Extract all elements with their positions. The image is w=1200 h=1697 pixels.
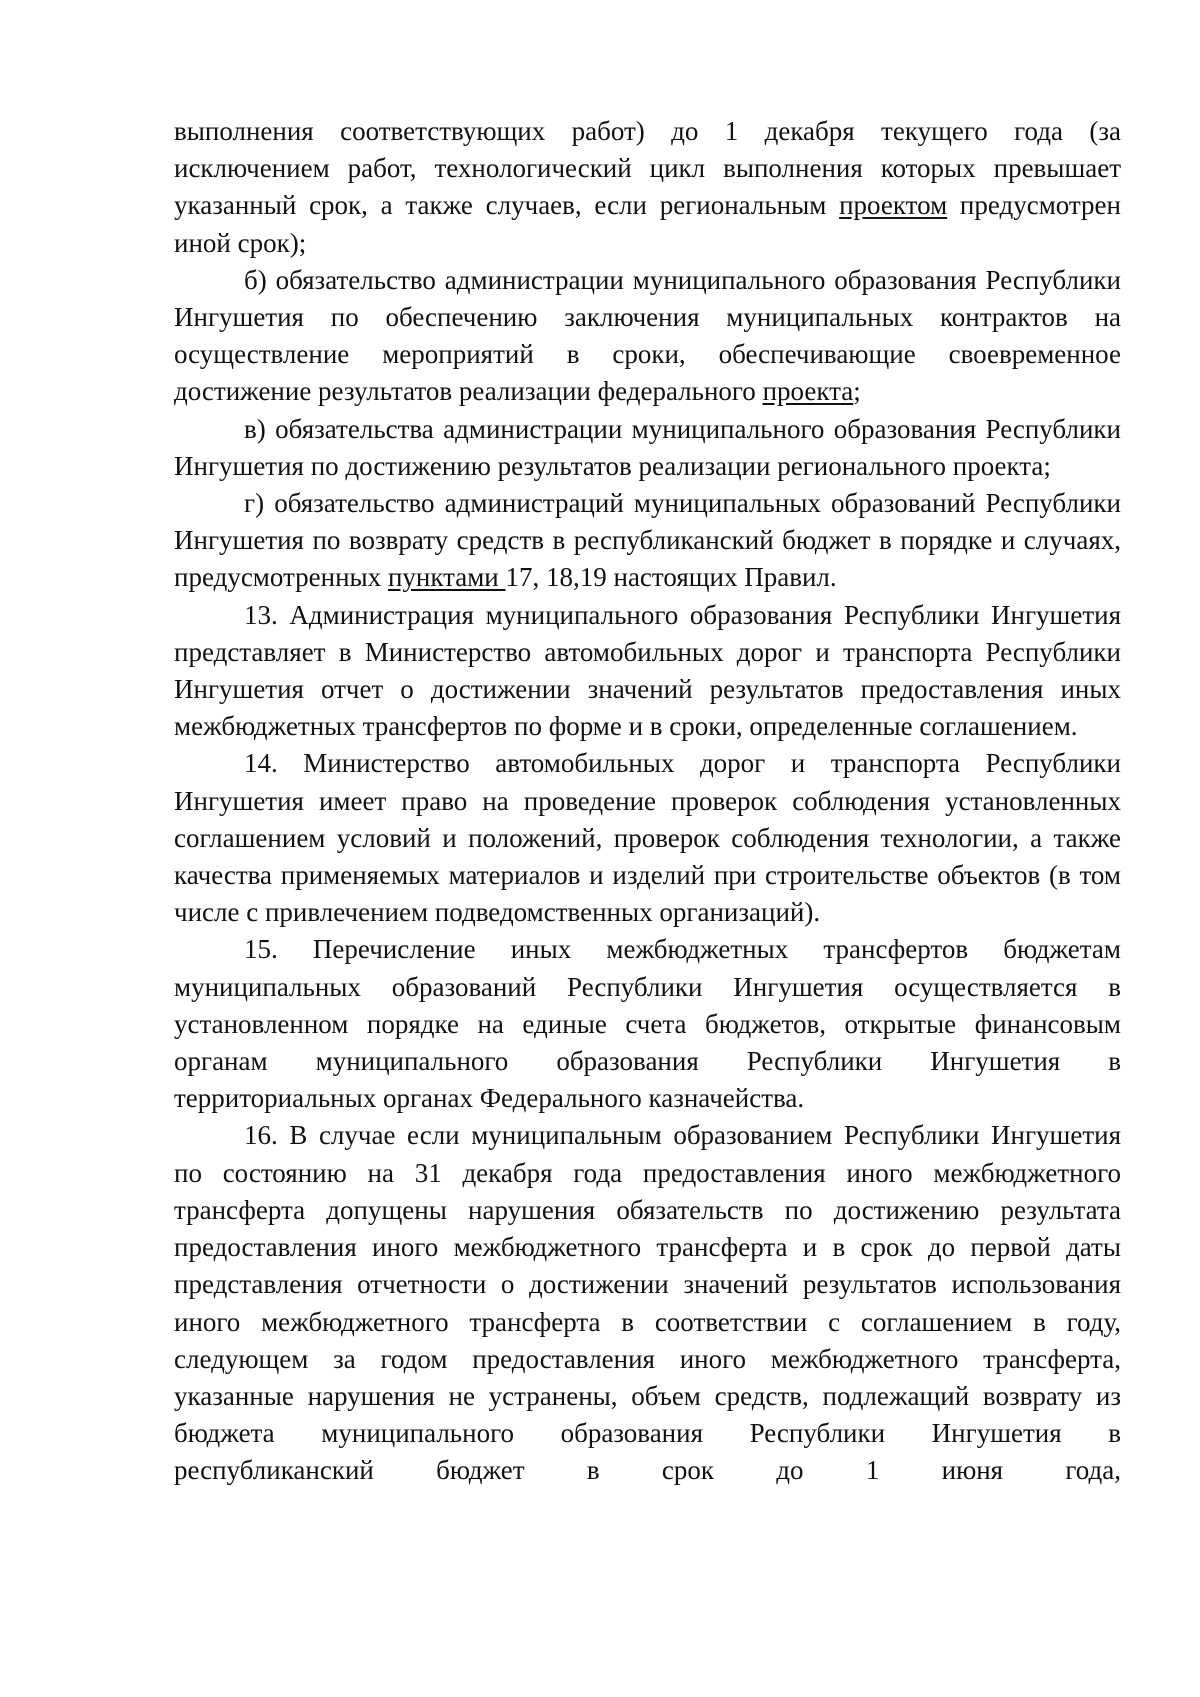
link-punktami[interactable]: пунктами — [387, 562, 506, 593]
paragraph-text: предусмотрен иной срок); — [174, 190, 1121, 258]
paragraph-text: ; — [853, 376, 861, 407]
paragraph-text: б) обязательство администрации муниципального образования Республики Ингушетия по обеспечению заключения муниципальных контрактов на осуществление мероприятий в сроки, обеспечивающие своевременное достижение результатов реализации федерального — [174, 264, 1121, 407]
paragraph-item-g — [174, 485, 1121, 597]
paragraph-15: 15. Перечисление иных межбюджетных трансфертов бюджетам муниципальных образований Республики Ингушетия осуществляется в установленном порядке на единые счета бюджетов, открытые финансовым органам муниципального образования Республики Ингушетия в территориальных органах Федерального казначейства. — [174, 934, 1121, 1114]
link-proektom[interactable]: проектом — [839, 190, 948, 221]
paragraph-text: г) обязательство администраций муниципальных образований Республики Ингушетия по возврату средств в республиканский бюджет в порядке и случаях, предусмотренных — [174, 488, 1121, 593]
paragraph-continuation — [174, 113, 1121, 262]
paragraph-item-b — [174, 262, 1121, 411]
paragraph-16: 16. В случае если муниципальным образованием Республики Ингушетия по состоянию на 31 декабря года предоставления иного межбюджетного трансферта допущены нарушения обязательств по достижению результата предоставления иного межбюджетного трансферта и в срок до первой даты представления отчетности о достижении значений результатов использования иного межбюджетного трансферта в соответствии с соглашением в году, следующем за годом предоставления иного межбюджетного трансферта, указанные нарушения не устранены, объем средств, подлежащий возврату из бюджета муниципального образования Республики Ингушетия в республиканский бюджет в срок до 1 июня года, — [174, 1120, 1121, 1486]
document-page — [174, 113, 1121, 1490]
paragraph-13: 13. Администрация муниципального образования Республики Ингушетия представляет в Министерство автомобильных дорог и транспорта Республики Ингушетия отчет о достижении значений результатов предоставления иных межбюджетных трансфертов по форме и в сроки, определенные соглашением. — [174, 599, 1121, 742]
link-proekta[interactable]: проекта — [762, 376, 854, 407]
paragraph-text: выполнения соответствующих работ) до 1 декабря текущего года (за исключением работ, технологический цикл выполнения которых превышает указанный срок, а также случаев, если региональным — [174, 116, 1121, 221]
paragraph-text: 17, 18,19 настоящих Правил. — [505, 562, 837, 593]
paragraph-14: 14. Министерство автомобильных дорог и транспорта Республики Ингушетия имеет право на проведение проверок соблюдения установленных соглашением условий и положений, проверок соблюдения технологии, а также качества применяемых материалов и изделий при строительстве объектов (в том числе с привлечением подведомственных организаций). — [174, 748, 1121, 928]
paragraph-item-v: в) обязательства администрации муниципального образования Республики Ингушетия по достижению результатов реализации регионального проекта; — [174, 413, 1121, 481]
